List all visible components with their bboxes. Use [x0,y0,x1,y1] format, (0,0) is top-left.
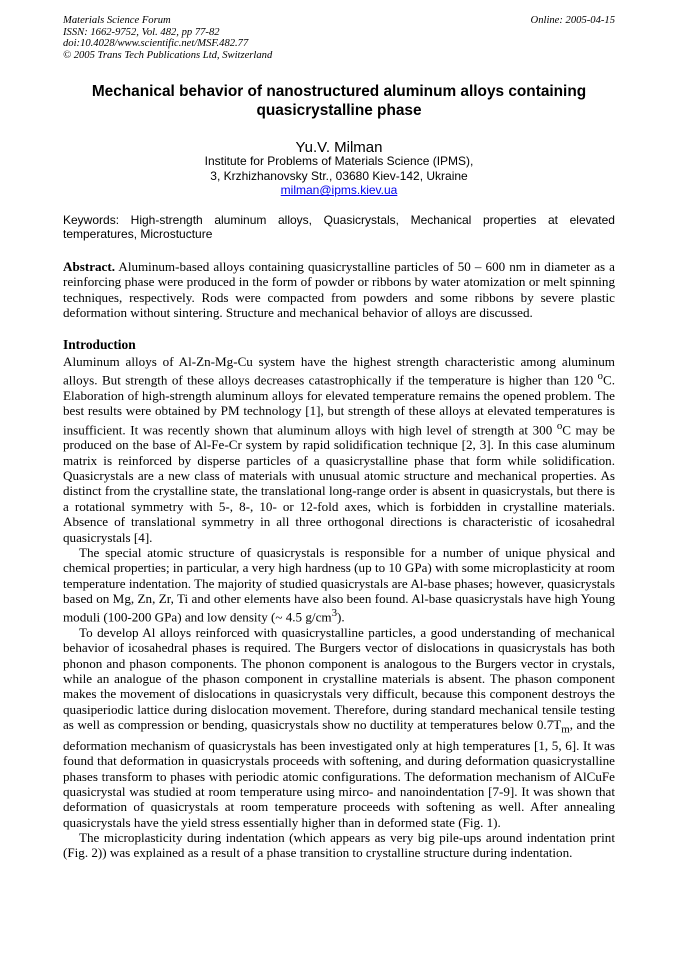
cubed-superscript: 3 [331,607,338,620]
title-line-1: Mechanical behavior of nanostructured aluminum alloys containing [91,83,587,100]
abstract-text: Aluminum-based alloys containing quasicrystalline particles of 50 – 600 nm in diameter as a reinforcing phase were produced in the form of powder or ribbons by water atomization or melt spinning techniques, respectively. Rods were compacted from powders and some ribbons by severe plastic deformation without sintering. Structure and mechanical behavior of alloys are discussed. [63,259,615,321]
paragraph-2-part-b: ). [337,609,345,625]
journal-name: Materials Science Forum [63,15,171,26]
introduction-heading: Introduction [63,337,136,352]
issn-line: ISSN: 1662-9752, Vol. 482, pp 77-82 [63,26,220,38]
keywords-label: Keywords: [63,213,120,227]
degree-superscript: o [556,419,563,432]
affiliation-line-2: 3, Krzhizhanovsky Str., 03680 Kiev-142, Ukraine [210,168,468,183]
introduction-body [63,354,615,861]
melting-temp-subscript: m [561,723,570,736]
paragraph-1-part-a: Aluminum alloys of Al-Zn-Mg-Cu system have the highest strength characteristic among aluminum alloys. But strength of these alloys decreases catastrophically if the temperature is higher than 120 [63,354,615,388]
journal-header [63,15,615,61]
doi-line: doi:10.4028/www.scientific.net/MSF.482.77 [63,38,249,49]
paragraph-1-part-b: C. Elaboration of high-strength aluminum alloys for elevated temperature remains the opened problem. The best results were obtained by PM technology [1], but strength of these alloys at elevated temperatures is insufficient. It was recently shown that aluminum alloys with high level of strength at 300 [63,372,615,438]
paper-title [63,82,615,120]
author-affiliation [63,154,615,198]
author-email-link[interactable]: milman@ipms.kiev.ua [280,183,398,198]
paragraph-3 [63,625,615,830]
paragraph-2 [63,545,615,625]
abstract-section [63,259,615,321]
paragraph-1 [63,354,615,545]
copyright-line: © 2005 Trans Tech Publications Ltd, Switzerland [63,49,273,61]
abstract-label: Abstract. [63,259,115,274]
keywords-section [63,213,615,242]
paragraph-4: The microplasticity during indentation (which appears as very big pile-ups around indentation print (Fig. 2)) was explained as a result of a phase transition to crystalline structure during indentation. [63,830,615,861]
paragraph-3-part-b: , and the deformation mechanism of quasicrystals has been investigated only at high temperatures [1, 5, 6]. It was found that deformation in quasicrystals proceeds with softening, and during deformation quasicrystalline phases transform to phases with periodic atomic configurations. The deformation mechanism of AlCuFe quasicrystal was studied at room temperature using mirco- and nanoindentation [7-9]. It was shown that deformation of quasicrystals at room temperature proceeds with softening as well. After annealing quasicrystals have the yield stress essentially higher than in deformed state (Fig. 1). [63,716,615,830]
online-date: Online: 2005-04-15 [530,15,615,26]
title-line-2: quasicrystalline phase [256,102,422,119]
paragraph-2-part-a: The special atomic structure of quasicrystals is responsible for a number of unique physical and chemical properties; in particular, a very high hardness (up to 10 GPa) with some microplasticity at room temperature indentation. The majority of studied quasicrystals are Al-base phases; however, quasicrystals based on Mg, Zn, Zr, Ti and other elements have also been found. Al-base quasicrystals have high Young moduli (100-200 GPa) and low density (~ 4.5 g/cm [63,544,615,625]
keywords-text: High-strength aluminum alloys, Quasicrystals, Mechanical properties at elevated temperatures, Microstucture [63,213,615,242]
paragraph-1-part-c: C may be produced on the base of Al-Fe-Cr system by rapid solidification technique [2, 3]. In this case aluminum matrix is reinforced by disperse particles of a quasicrystalline phase that form while solidification. Quasicrystals are a new class of materials with unusual atomic structure and mechanical properties. As distinct from the crystalline state, the translational long-range order is absent in quasicrystals, but there is a rotational symmetry with 5-, 8-, 10- or 12-fold axes, which is forbidden in crystalline materials. Absence of translational symmetry in all three orthogonal directions is characteristic of icosahedral quasicrystals [4]. [63,422,615,545]
paragraph-3-part-a: To develop Al alloys reinforced with quasicrystalline particles, a good understanding of mechanical behavior of icosahedral phases is required. The Burgers vector of dislocations in quasicrystals has both phonon and phason components. The phonon component is analogous to the Burgers vector in crystals, while an analogue of the phason component in crystalline materials is absent. The phason component makes the movement of dislocations in quasicrystals very difficult, because this component destroys the quasiperiodic lattice during dislocation movement. Therefore, during standard mechanical tensile testing as well as compression or bending, quasicrystals show no ductility at temperatures below 0.7T [63,624,615,732]
degree-superscript: o [597,370,603,383]
affiliation-line-1: Institute for Problems of Materials Science (IPMS), [204,154,474,168]
author-name: Yu.V. Milman [295,139,383,156]
